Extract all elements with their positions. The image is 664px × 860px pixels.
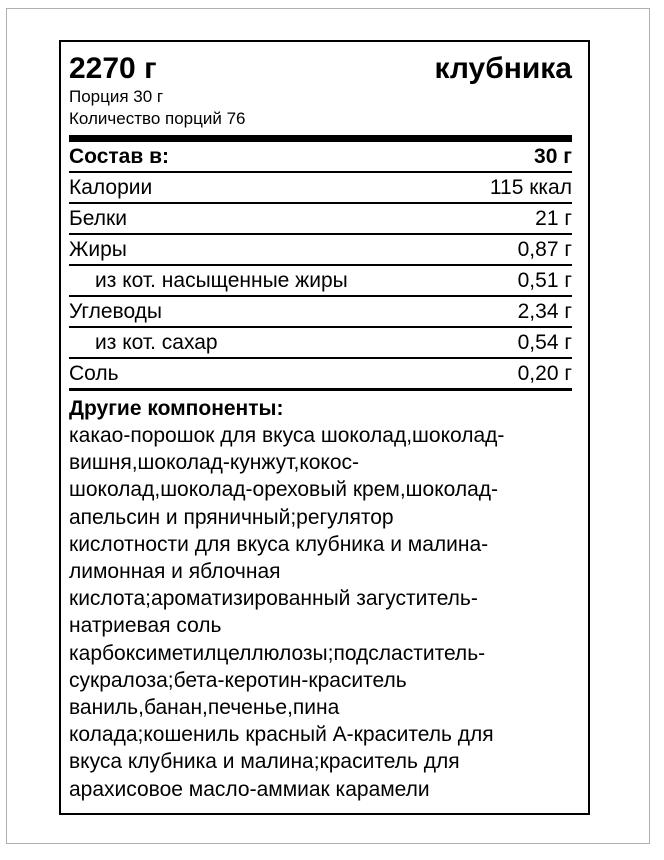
composition-title: Состав в: [69,144,170,168]
nutrient-row-saturated-fat [69,266,572,297]
flavor-name: клубника [434,52,572,85]
other-components-text: какао-порошок для вкуса шоколад,шоколад- вишня,шоколад-кунжут,кокос- шоколад,шоколад-ореховый крем,шоколад- апельсин и пряничный;регулятор кислотности для вкуса клубника и малина- лимонная и яблочная кислота;ароматизированный загуститель- натриевая соль карбоксиметилцеллюлозы;подсластитель- сукралоза;бета-керотин-краситель ваниль,банан,печенье,пина колада;кошениль красный А-краситель для вкуса клубника и малина;краситель для арахисовое масло-аммиак карамели [69,424,505,801]
nutrient-row-calories [69,173,572,204]
nutrient-row-carbs [69,297,572,328]
other-components-title: Другие компоненты: [69,397,284,420]
serving-size: Порция 30 г [69,87,164,106]
label-header [69,50,572,86]
nutrient-value: 0,51 г [517,268,572,292]
nutrient-value: 21 г [535,206,572,230]
nutrient-value: 0,54 г [517,330,572,354]
label-content [69,42,572,803]
servings-count: Количество порций 76 [69,109,246,128]
nutrient-row-protein [69,204,572,235]
nutrient-row-sugar [69,328,572,359]
nutrient-value: 0,20 г [517,361,572,385]
composition-portion: 30 г [534,144,572,168]
nutrient-label: Углеводы [69,299,163,323]
nutrient-value: 0,87 г [517,237,572,261]
nutrient-label: Соль [69,361,119,385]
nutrient-label: Калории [69,175,153,199]
thick-divider [69,135,572,142]
nutrient-value: 115 ккал [489,175,572,199]
nutrient-value: 2,34 г [517,299,572,323]
nutrient-label: из кот. сахар [95,330,218,354]
composition-header-row [69,142,572,173]
nutrient-row-salt [69,359,572,391]
nutrient-label: Жиры [69,237,127,261]
nutrition-label [59,40,590,815]
nutrient-label: из кот. насыщенные жиры [95,268,348,292]
nutrient-label: Белки [69,206,127,230]
nutrient-row-fat [69,235,572,266]
net-weight: 2270 г [69,52,157,85]
